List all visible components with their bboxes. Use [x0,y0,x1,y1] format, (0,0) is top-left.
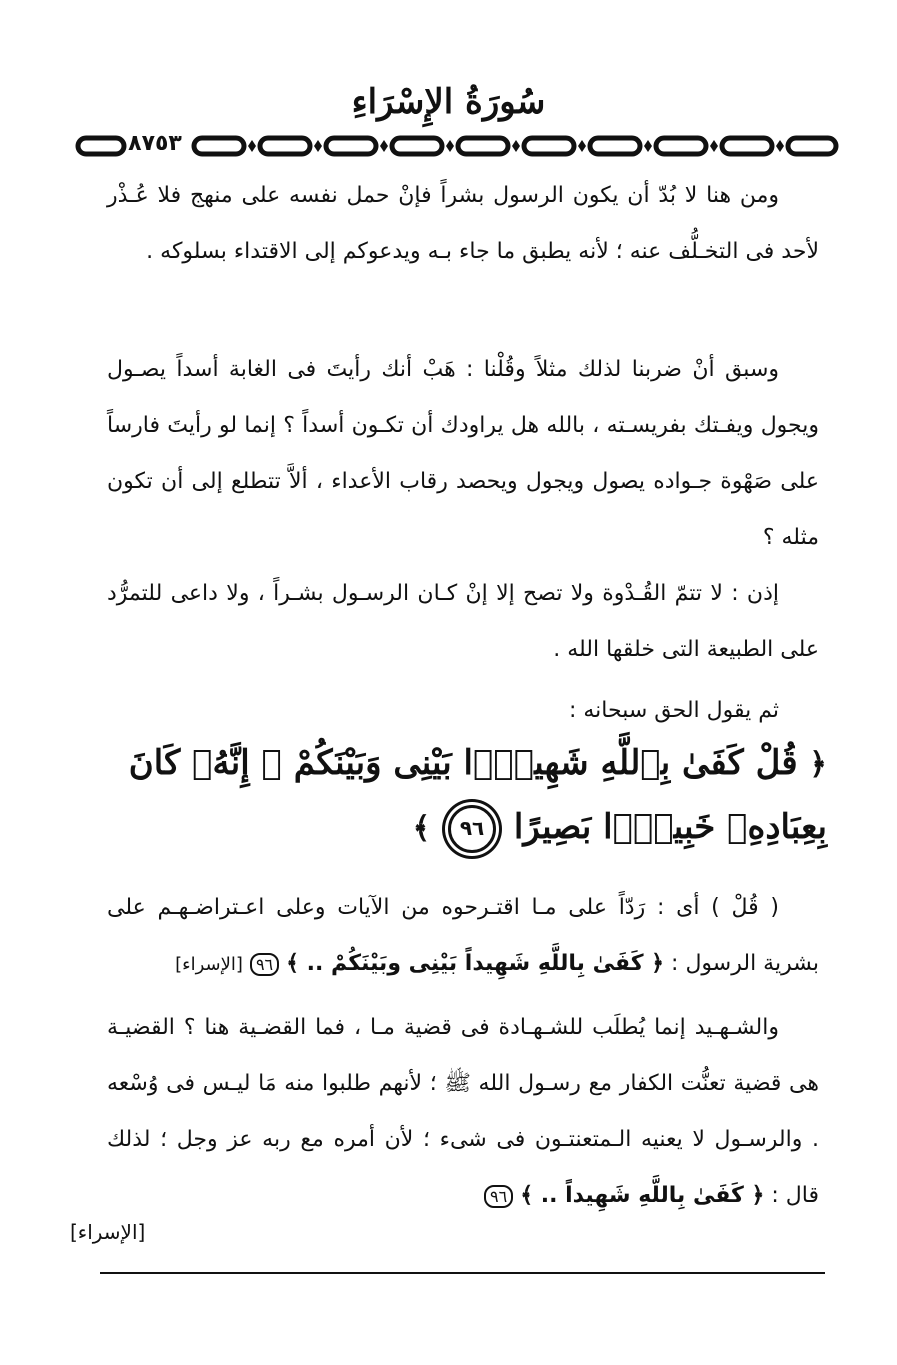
page-number: ٨٧٥٣ [128,131,182,156]
verse-text: قُلْ كَفَىٰ بِٱللَّهِ شَهِيدًۢا بَيْنِى وَبَيْنَكُمْ ۚ إِنَّهُۥ كَانَ بِعِبَادِهِۦ خَبِيرًۢا بَصِيرًا [128,743,827,847]
paragraph-3: إذن : لا تتمّ القُـدْوة ولا تصح إلا إنْ كـان الرسـول بشـراً ، ولا داعى للتمرُّد على الطبيعة التى خلقها الله . [107,581,819,662]
commentary-1-ref: [الإسراء] [175,954,243,975]
quran-verse [97,732,827,860]
surah-title: سُورَةُ الإِسْرَاءِ [351,82,546,122]
commentary-2-text: والشـهـيد إنما يُطلَب للشـهـادة فى قضية مـا ، فما القضـية هنا ؟ القضيـة هى قضية تعنُّت الكفار مع رسـول الله ﷺ ؛ لأنهم طلبوا منه مَا ليـس فى وُسْعه . والرسـول لا يعنيه الـمتعنتـون فى شىء ؛ لأن أمره مع ربه عز وجل ؛ لذلك قال : [107,1015,819,1208]
header-ornament-chain [190,132,840,160]
paragraph-4: ثم يقول الحق سبحانه : [568,698,779,723]
commentary-1-quote: ﴿ كَفَىٰ بِاللَّهِ شَهِيداً بَيْنِى وبَيْنَكُمْ .. ﴾ [286,951,665,976]
commentary-2 [107,1000,819,1225]
verse-close-bracket: ﴾ [412,811,431,846]
paragraph-2: وسبق أنْ ضربنا لذلك مثلاً وقُلْنا : هَبْ أنك رأيتَ فى الغابة أسداً يصـول ويجول ويفـتك بفريسـته ، بالله هل يراودك أن تكـون أسداً ؟ إنما لو رأيتَ فارساً على صَهْوة جـواده يصول ويجول ويحصد رقاب الأعداء ، ألاَّ تتطلع إلى أن تكون مثله ؟ [107,357,819,550]
bottom-rule [100,1272,825,1274]
commentary-1 [107,880,819,993]
paragraph-1: ومن هنا لا بُدّ أن يكون الرسول بشراً فإنْ حمل نفسه على منهج فلا عُـذْر لأحد فى التخـلُّف عنه ؛ لأنه يطبق ما جاء بـه ويدعوكم إلى الاقتداء بسلوكه . [107,183,819,264]
commentary-2-quote: ﴿ كَفَىٰ بِاللَّهِ شَهِيداً .. ﴾ [520,1183,765,1208]
footer-reference: [الإسراء] [70,1220,146,1244]
commentary-2-verse-num: ٩٦ [484,1185,513,1208]
verse-number-medallion: ٩٦ [448,805,496,853]
commentary-1-verse-num: ٩٦ [250,953,279,976]
verse-open-bracket: ﴿ [809,747,827,782]
commentary-1-text: ( قُلْ ) أى : رَدّاً على مـا اقتـرحوه من الآيات وعلى اعـتراضـهـم على بشرية الرسول : [107,895,819,976]
